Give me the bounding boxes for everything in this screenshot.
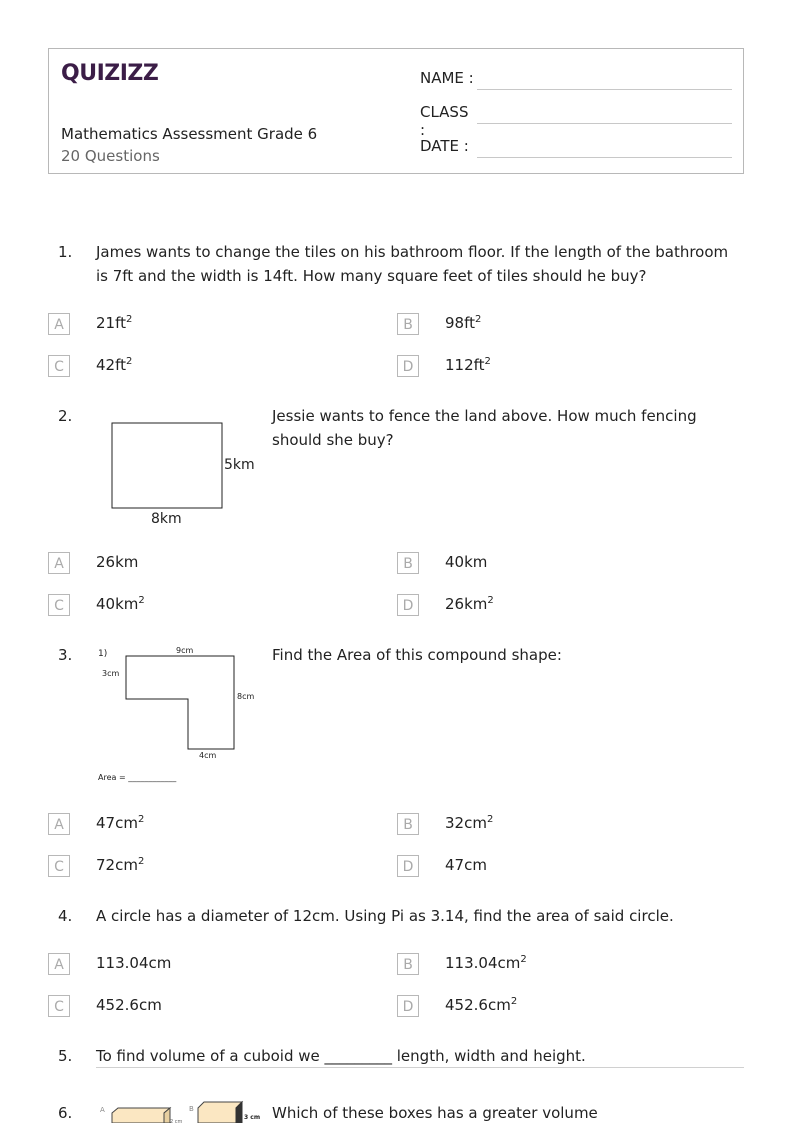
option-value: $47cm^2$	[96, 814, 145, 832]
q2-rectangle-figure	[96, 410, 266, 532]
option-value: $452.6cm^2$	[445, 996, 518, 1014]
option-letter: A	[48, 552, 70, 574]
q2-text: Jessie wants to fence the land above. How much fencing should she buy?	[272, 407, 697, 449]
option-letter: A	[48, 313, 70, 335]
name-label: NAME :	[420, 69, 474, 87]
option-letter: D	[397, 855, 419, 877]
option-value: $26km^2$	[445, 595, 494, 613]
option-letter: B	[397, 953, 419, 975]
box-b-shape	[198, 1102, 242, 1123]
q6-text: Which of these boxes has a greater volume	[272, 1104, 598, 1122]
box-a-shape	[112, 1108, 170, 1123]
q2-number: 2.	[58, 407, 73, 425]
date-field[interactable]	[420, 137, 476, 155]
option-letter: B	[397, 813, 419, 835]
q6-number: 6.	[58, 1104, 73, 1122]
left-length-label: 3cm	[102, 669, 120, 678]
worksheet-title: Mathematics Assessment Grade 6	[61, 125, 318, 143]
option-value: $21ft^2$	[96, 314, 133, 332]
quizizz-logo: QUIZIZZ	[61, 61, 159, 86]
q3-text: Find the Area of this compound shape:	[272, 646, 562, 664]
option-value: 452.6cm	[96, 996, 162, 1014]
class-field[interactable]	[420, 103, 476, 139]
q4-number: 4.	[58, 907, 73, 925]
rectangle-shape	[112, 423, 222, 508]
option-letter: D	[397, 995, 419, 1017]
name-line[interactable]	[477, 89, 732, 90]
option-letter: D	[397, 355, 419, 377]
q3-compound-shape-figure	[96, 642, 266, 787]
compound-shape	[126, 656, 234, 749]
q5-text: To find volume of a cuboid we _________ length, width and height.	[96, 1047, 586, 1065]
option-value: $113.04cm^2$	[445, 954, 527, 972]
question-count: 20 Questions	[61, 147, 160, 165]
date-line[interactable]	[477, 157, 732, 158]
bottom-length-label: 4cm	[199, 751, 217, 760]
date-label: DATE :	[420, 137, 469, 155]
q3-number: 3.	[58, 646, 73, 664]
option-letter: A	[48, 953, 70, 975]
box-a-label: A	[100, 1106, 105, 1114]
top-length-label: 9cm	[176, 646, 194, 655]
option-letter: C	[48, 995, 70, 1017]
class-line[interactable]	[477, 123, 732, 124]
option-value: $32cm^2$	[445, 814, 494, 832]
q4-text: A circle has a diameter of 12cm. Using Pi as 3.14, find the area of said circle.	[96, 907, 674, 925]
area-blank-label: Area = ____________	[98, 773, 177, 782]
option-letter: C	[48, 355, 70, 377]
option-value: 113.04cm	[96, 954, 172, 972]
box-b-dimension: 3 cm	[244, 1114, 261, 1121]
option-value: $40km^2$	[96, 595, 145, 613]
option-letter: A	[48, 813, 70, 835]
worksheet-header	[48, 48, 744, 174]
option-letter: C	[48, 855, 70, 877]
option-letter: B	[397, 313, 419, 335]
q1-number: 1.	[58, 243, 73, 261]
q6-boxes-figure	[96, 1097, 266, 1123]
rectangle-height-label: 5km	[224, 457, 255, 473]
option-value: $42ft^2$	[96, 356, 133, 374]
option-value: 40km	[445, 553, 488, 571]
option-letter: B	[397, 552, 419, 574]
option-value: $72cm^2$	[96, 856, 145, 874]
option-letter: C	[48, 594, 70, 616]
option-value: 26km	[96, 553, 139, 571]
class-label: CLASS :	[420, 103, 469, 139]
right-length-label: 8cm	[237, 692, 255, 701]
option-value: $112ft^2$	[445, 356, 491, 374]
box-a-dimension: 2 cm	[170, 1119, 183, 1123]
rectangle-width-label: 8km	[151, 511, 182, 527]
figure-number-label: 1)	[98, 649, 108, 659]
q1-text: James wants to change the tiles on his bathroom floor. If the length of the bathroom is 7ft and the width is 14ft. How many square feet of tiles should he buy?	[96, 243, 729, 285]
option-value: 47cm	[445, 856, 487, 874]
option-letter: D	[397, 594, 419, 616]
q5-number: 5.	[58, 1047, 73, 1065]
option-value: $98ft^2$	[445, 314, 482, 332]
q5-answer-line[interactable]	[96, 1067, 744, 1068]
name-field[interactable]	[420, 69, 476, 87]
box-b-label: B	[189, 1105, 194, 1113]
